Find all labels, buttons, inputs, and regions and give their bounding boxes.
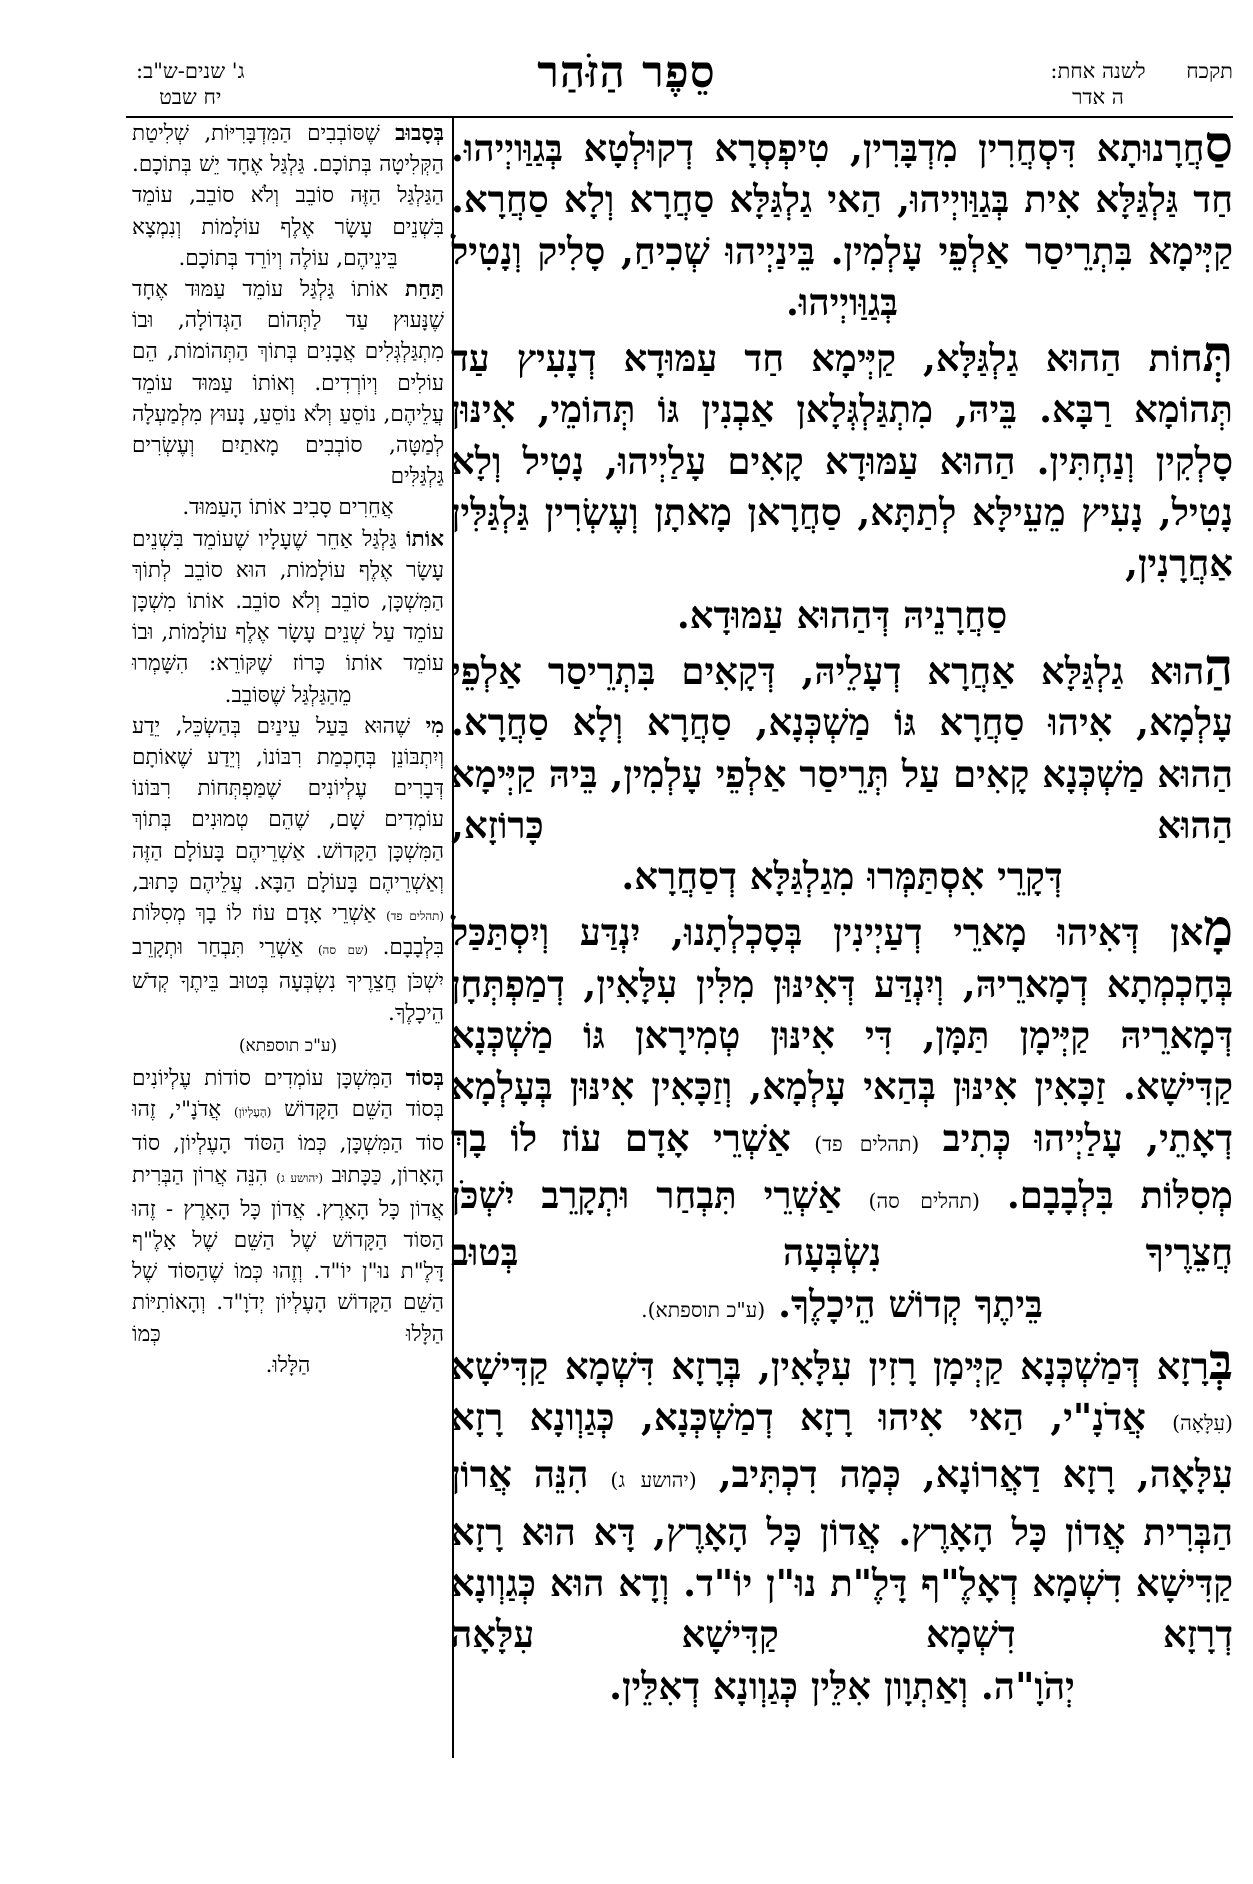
aramaic-paragraph-1: סַחֲרָנוּתָא דִּסְחֲרִין מִדְבָּרִין, טִיפְסְרָא דְקוּלְטָא בְּגַוַּויְיהוּ. חַד גַּלְגַּלָּא אִית בְּגַוַּויְיהוּ, הַאי גַלְגַּלָּא סַחֲרָא וְלָא סַחֲרָא. קַיְּימָא בִּתְרֵיסַר אַלְפֵי עָלְמִין. בֵּינַיְיהוּ שְׁכִיחַ, סָלִיק וְנָטִיל — [451, 114, 1233, 273]
cycle-line-2: יח שבט — [159, 85, 222, 109]
hebrew-paragraph-5: בְּסוֹד הַמִּשְׁכָּן עוֹמְדִים סוֹדוֹת עֶלְיוֹנִים בְּסוֹד הַשֵּׁם הַקָּדוֹשׁ (הָעֶלְיוֹן) אֲדֹנָ"י, זֶהוּ סוֹד הַמִּשְׁכָּן, כְּמוֹ הַסּוֹד הָעֶלְיוֹן, סוֹד הָאָרוֹן, כַּכָּתוּב (יהושע ג) הִנֵּה אֲרוֹן הַבְּרִית אֲדוֹן כָּל הָאָרֶץ. אֲדוֹן כָּל הָאָרֶץ - זֶהוּ הַסּוֹד הַקָּדוֹשׁ שֶׁל הַשֵּׁם שֶׁל אָלֶ"ף דָּלֶ"ת נוּ"ן יוֹ"ד. וְזֶהוּ כְּמוֹ שֶׁהַסּוֹד שֶׁל הַשֵּׁם הַקָּדוֹשׁ הָעֶלְיוֹן יְדֹוָ"ד. וְהָאוֹתִיּוֹת הַלָּלוּ כְּמוֹ — [132, 1065, 444, 1347]
aramaic-paragraph-3: הַהוּא גַלְגַּלָּא אַחֲרָא דְעָלֵיהּ, דְּקָאִים בִּתְרֵיסַר אַלְפֵי עָלְמָא, אִיהוּ סַחֲרָא גּוֹ מַשְׁכְּנָא, סַחֲרָא וְלָא סַחֲרָא. הַהוּא מַשְׁכְּנָא קָאִים עַל תְּרֵיסַר אַלְפֵי עָלְמִין, בֵּיהּ קַיְּימָא הַהוּא כָּרוֹזָא, — [451, 636, 1233, 847]
verse-reference: (תהלים פד) — [386, 909, 444, 924]
aramaic-paragraph-2-end: סַחֲרָנֵיהּ דְּהַהוּא עַמּוּדָא. — [676, 592, 1008, 637]
verse-reference: (תהלים פד) — [814, 1131, 920, 1156]
verse-reference: (עִלָּאָה) — [1172, 1411, 1233, 1436]
aramaic-paragraph-1-end: בְּגַוַּויְיהוּ. — [785, 279, 898, 324]
aramaic-paragraph-3-end: דְּקָרֵי אִסְתַּמְּרוּ מִגַלְגַּלָּא דְסַחֲרָא. — [621, 854, 1063, 899]
aramaic-paragraph-4: מָאן דְּאִיהוּ מָארֵי דְעַיְינִין בְּסָכְלְתָנוּ, יִנְדַּע וְיִסְתַּכַּל בְּחָכְמְתָא דְמָארֵיהּ, וְיִנְדַּע דְּאִינּוּן מִלִּין עִלָּאִין, דְמַפְתְּחָן דְּמָארֵיהּ קַיְּימָן תַּמָּן, דִּי אִינּוּן טְמִירָאן גּוֹ מַשְׁכְּנָא קַדִּישָׁא. זַכָּאִין אִינּוּן בְּהַאי עָלְמָא, וְזַכָּאִין אִינּוּן בְּעָלְמָא דְאָתֵי, עָלַיְיהוּ כְּתִיב (תהלים פד) אַשְׁרֵי אָדָם עוֹז לוֹ בָךְ מְסִלּוֹת בִּלְבָבָם. (תהלים סה) אַשְׁרֵי תִּבְחַר וּתְקָרֵב יִשְׁכֹּן חֲצֵרֶיךָ נִשְׂבְּעָה בְּטוּב — [451, 898, 1234, 1275]
aramaic-paragraph-4-end: בֵּיתֶךָ קְדוֹשׁ הֵיכָלֶךָ. (ע"כ תוספתא). — [641, 1281, 1043, 1326]
hebrew-paragraph-1-end: בֵּינֵיהֶם, עוֹלֶה וְיוֹרֵד בְּתוֹכָם. — [178, 245, 398, 271]
verse-reference: (תהלים סה) — [868, 1188, 980, 1213]
book-title: סֵפֶר הַזֹּהַר — [537, 47, 716, 98]
verse-reference: (הָעֶלְיוֹן) — [233, 1105, 272, 1120]
hebrew-paragraph-1: בְּסָבוּב שֶׁסּוֹבְבִים הַמִּדְבָּרִיּוֹת, שְׁלִיטַת הַקְּלִיטָה בְּתוֹכָם. גַּלְגַּל אֶחָד יֵשׁ בְּתוֹכָם. הַגַּלְגַּל הַזֶּה סוֹבֵב וְלֹא סוֹבֵב, עוֹמֵד בִּשְׁנֵים עָשָׂר אֶלֶף עוֹלָמוֹת וְנִמְצָא — [132, 121, 444, 240]
verse-reference: (שם סה) — [317, 943, 368, 958]
date-line-2: ה אדר — [1072, 85, 1124, 109]
hebrew-paragraph-3: אוֹתוֹ גַּלְגַּל אַחֵר שֶׁעָלָיו שֶׁעוֹמֵד בִּשְׁנֵים עָשָׂר אֶלֶף עוֹלָמוֹת, הוּא סוֹבֵב לְתוֹךְ הַמִּשְׁכָּן, סוֹבֵב וְלֹא סוֹבֵב. אוֹתוֹ מִשְׁכָּן עוֹמֵד עַל שְׁנֵים עָשָׂר אֶלֶף עוֹלָמוֹת, וּבוֹ עוֹמֵד אוֹתוֹ כָּרוֹז שֶׁקּוֹרֵא: הִשָּׁמְרוּ — [132, 526, 444, 677]
aramaic-paragraph-2: תְּחוֹת הַהוּא גַלְגַּלָּא, קַיְּימָא חַד עַמּוּדָא דְנָעִיץ עַד תְּהוֹמָא רַבָּא. בֵּיהּ, מִתְגַּלְגְּלָאן אַבְנִין גּוֹ תְּהוֹמֵי, אִינּוּן סָלְקִין וְנַחְתִּין. הַהוּא עַמּוּדָא קָאִים עָלַיְיהוּ, נָטִיל וְלָא נָטִיל, נָעִיץ מֵעֵילָּא לְתַתָּא, סַחֲרָאן מָאתָן וְעֶשְׂרִין גַּלְגַּלִּין אַחֲרָנִין, — [451, 324, 1233, 586]
hebrew-paragraph-2-end: אֲחֵרִים סָבִיב אוֹתוֹ הָעַמּוּד. — [182, 495, 394, 521]
page-number: תקכח — [1186, 59, 1233, 83]
aramaic-paragraph-5: בְּרָזָא דְּמַשְׁכְּנָא קַיְּימָן רָזִין עִלָּאִין, בְּרָזָא דִּשְׁמָא קַדִּישָׁא (עִלָּאָה) אֲדֹנָ"י, הַאי אִיהוּ רָזָא דְמַשְׁכְּנָא, כְּגַוְונָא רָזָא עִלָּאָה, רָזָא דַאֲרוֹנָא, כְּמָה דִכְתִּיב, (יהושע ג) הִנֵּה אֲרוֹן הַבְּרִית אֲדוֹן כָּל הָאָרֶץ. אֲדוֹן כָּל הָאָרֶץ, דָּא הוּא רָזָא קַדִּישָׁא דִשְׁמָא דְאָלֶ"ף דָּלֶ"ת נוּ"ן יוֹ"ד. וְדָא הוּא כְּגַוְונָא דְרָזָא דִשְׁמָא קַדִּישָׁא עִלָּאָה — [451, 1331, 1234, 1657]
verse-reference: (יהושע ג) — [276, 1170, 323, 1185]
date-line-1: לשנה אחת: — [1050, 59, 1146, 83]
tosefta-note: (ע"כ תוספתא) — [238, 1035, 338, 1056]
hebrew-paragraph-5-end: הַלָּלוּ. — [265, 1352, 311, 1378]
tosefta-note: (ע"כ תוספתא). — [641, 1297, 766, 1322]
hebrew-paragraph-4: מִי שֶׁהוּא בַּעַל עֵינַיִם בְּהַשְׂכֵּל, יֵדַע וְיִתְבּוֹנֵן בְּחָכְמַת רִבּוֹנוֹ, וְיֵדַע שֶׁאוֹתָם דְּבָרִים עֶלְיוֹנִים שֶׁמַּפְתְּחוֹת רִבּוֹנוֹ עוֹמְדִים שָׁם, שֶׁהֵם טְמוּנִים בְּתוֹךְ הַמִּשְׁכָּן הַקָּדוֹשׁ. אַשְׁרֵיהֶם בָּעוֹלָם הַזֶּה וְאַשְׁרֵיהֶם בָּעוֹלָם הַבָּא. עֲלֵיהֶם כָּתוּב, (תהלים פד) אַשְׁרֵי אָדָם עוֹז לוֹ בָךְ מְסִלּוֹת בִּלְבָבָם. (שם סה) אַשְׁרֵי תִּבְחַר וּתְקָרֵב יִשְׁכֹּן חֲצֵרֶיךָ נִשְׂבְּעָה בְּטוּב בֵּיתֶךָ קְדֹשׁ הֵיכָלֶךָ. — [132, 713, 444, 1026]
aramaic-paragraph-5-end: יְהֹוָ"ה. וְאַתְוָון אִלֵּין כְּגַוְונָא דְאִלֵּין. — [609, 1663, 1075, 1708]
hebrew-paragraph-2: תַּחַת אוֹתוֹ גַּלְגַּל עוֹמֵד עַמּוּד אֶחָד שֶׁנָּעוּץ עַד לַתְּהוֹם הַגְּדוֹלָה, וּבוֹ מִתְגַּלְגְּלִים אֲבָנִים בְּתוֹךְ הַתְּהוֹמוֹת, הֵם עוֹלִים וְיוֹרְדִים. וְאוֹתוֹ עַמּוּד עוֹמֵד עֲלֵיהֶם, נוֹסֵעַ וְלֹא נוֹסֵעַ, נָעוּץ מִלְמַעְלָה לְמַטָּה, סוֹבְבִים מָאתַיִם וְעֶשְׂרִים גַּלְגַּלִּים — [132, 277, 444, 490]
hebrew-paragraph-3-end: מֵהַגַּלְגַּל שֶׁסּוֹבֵב. — [224, 682, 352, 708]
cycle-line-1: ג' שנים-ש"ב: — [136, 59, 245, 83]
aramaic-column — [451, 114, 1234, 1758]
header-left — [136, 58, 245, 110]
hebrew-column — [132, 118, 444, 1758]
verse-reference: (יהושע ג) — [610, 1468, 697, 1493]
